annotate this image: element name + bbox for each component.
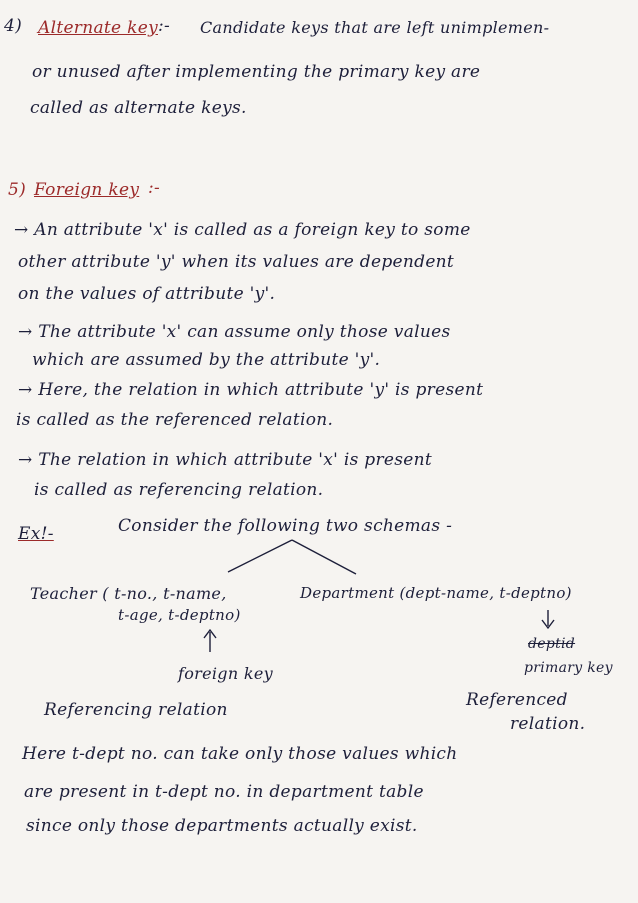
section5-colon: :-: [148, 178, 161, 198]
section5-heading: Foreign key: [34, 180, 140, 200]
department-schema: Department (dept-name, t-deptno): [300, 584, 572, 602]
section5-line-8: → The relation in which attribute 'x' is present: [18, 450, 433, 470]
section5-line-3: on the values of attribute 'y'.: [18, 284, 276, 304]
foreign-key-label: foreign key: [178, 664, 273, 683]
section5-number: 5): [8, 180, 27, 200]
up-arrow-icon: [204, 630, 216, 652]
section4-colon: :-: [158, 16, 171, 36]
branch-line-left: [228, 540, 292, 572]
section5-line-2: other attribute 'y' when its values are dependent: [18, 252, 455, 272]
conclusion-line-1: Here t-dept no. can take only those values which: [22, 744, 458, 764]
referencing-relation-label: Referencing relation: [44, 700, 228, 720]
referenced-relation-line-2: relation.: [510, 714, 586, 734]
example-intro: Consider the following two schemas -: [118, 516, 453, 536]
section4-heading: Alternate key: [38, 18, 158, 38]
branch-line-right: [292, 540, 356, 574]
teacher-schema-line-1: Teacher ( t-no., t-name,: [30, 584, 227, 603]
example-label: Ex!-: [18, 524, 54, 544]
section5-line-1: → An attribute 'x' is called as a foreign key to some: [14, 220, 471, 240]
struck-out-text: deptid: [528, 636, 576, 652]
section5-line-4: → The attribute 'x' can assume only those values: [18, 322, 451, 342]
section5-line-6: → Here, the relation in which attribute 'y' is present: [18, 380, 484, 400]
primary-key-label: primary key: [524, 660, 613, 676]
section4-number: 4): [4, 16, 23, 36]
section5-line-7: is called as the referenced relation.: [16, 410, 334, 430]
conclusion-line-2: are present in t-dept no. in department table: [24, 782, 424, 802]
section4-line-1: Candidate keys that are left unimplemen-: [200, 18, 550, 37]
down-arrow-icon: [542, 610, 554, 628]
section4-line-2: or unused after implementing the primary key are: [32, 62, 481, 82]
section5-line-9: is called as referencing relation.: [34, 480, 324, 500]
section4-line-3: called as alternate keys.: [30, 98, 247, 118]
teacher-schema-line-2: t-age, t-deptno): [118, 606, 241, 624]
section5-line-5: which are assumed by the attribute 'y'.: [32, 350, 381, 370]
referenced-relation-line-1: Referenced: [466, 690, 568, 710]
conclusion-line-3: since only those departments actually exist.: [26, 816, 418, 836]
